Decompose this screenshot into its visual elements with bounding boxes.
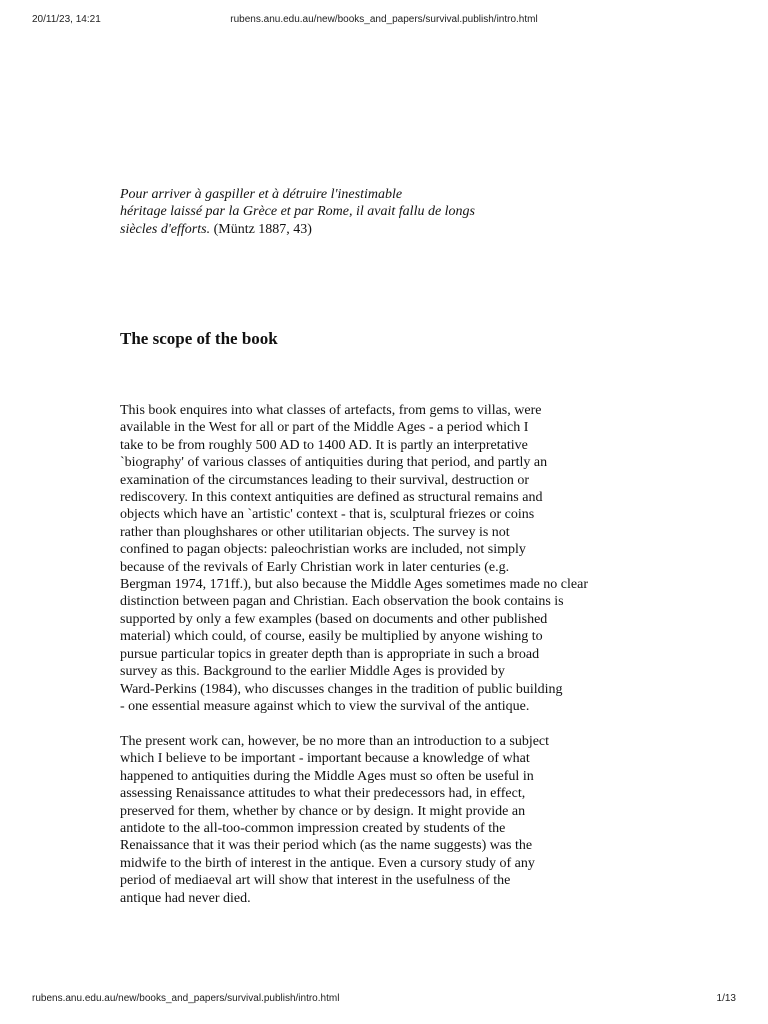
paragraph-line: period of mediaeval art will show that interest in the usefulness of the bbox=[120, 873, 511, 889]
paragraph-line: because of the revivals of Early Christian work in later centuries (e.g. bbox=[120, 559, 510, 575]
epigraph bbox=[120, 186, 620, 238]
paragraph-line: antique had never died. bbox=[120, 890, 251, 906]
print-header-url: rubens.anu.edu.au/new/books_and_papers/survival.publish/intro.html bbox=[230, 14, 538, 25]
paragraph-line: `biography' of various classes of antiquities during that period, and partly an bbox=[120, 455, 548, 471]
paragraph-line: which I believe to be important - important because a knowledge of what bbox=[120, 751, 530, 767]
paragraph-line: available in the West for all or part of the Middle Ages - a period which I bbox=[120, 420, 529, 436]
paragraph-line: This book enquires into what classes of artefacts, from gems to villas, were bbox=[120, 403, 542, 418]
paragraph-line: pursue particular topics in greater depth than is appropriate in such a broad bbox=[120, 646, 540, 662]
paragraph-line: - one essential measure against which to view the survival of the antique. bbox=[120, 698, 530, 714]
paragraph-line: happened to antiquities during the Middle Ages must so often be useful in bbox=[120, 768, 534, 784]
paragraph-line: rather than ploughshares or other utilitarian objects. The survey is not bbox=[120, 524, 510, 540]
paragraph-line: Ward-Perkins (1984), who discusses changes in the tradition of public building bbox=[120, 681, 563, 697]
paragraph-line: preserved for them, whether by chance or by design. It might provide an bbox=[120, 803, 526, 819]
paragraph-line: rediscovery. In this context antiquities are defined as structural remains and bbox=[120, 490, 543, 506]
epigraph-citation: (Müntz 1887, 43) bbox=[210, 221, 312, 237]
paragraph-line: confined to pagan objects: paleochristian works are included, not simply bbox=[120, 542, 526, 558]
print-datetime: 20/11/23, 14:21 bbox=[32, 14, 101, 25]
section-title: The scope of the book bbox=[120, 329, 278, 348]
paragraph-line: Renaissance that it was their period which (as the name suggests) was the bbox=[120, 838, 533, 854]
paragraph-line: objects which have an `artistic' context - that is, sculptural friezes or coins bbox=[120, 507, 535, 523]
paragraph-line: midwife to the birth of interest in the antique. Even a cursory study of any bbox=[120, 855, 535, 871]
paragraph-1 bbox=[120, 402, 620, 715]
paragraph-line: survey as this. Background to the earlier Middle Ages is provided by bbox=[120, 664, 505, 680]
paragraph-line: Bergman 1974, 171ff.), but also because the Middle Ages sometimes made no clear bbox=[120, 577, 588, 593]
print-header bbox=[0, 14, 768, 28]
epigraph-line: héritage laissé par la Grèce et par Rome, il avait fallu de longs bbox=[120, 204, 476, 220]
paragraph-line: material) which could, of course, easily be multiplied by anyone wishing to bbox=[120, 629, 543, 645]
epigraph-line: Pour arriver à gaspiller et à détruire l'inestimable bbox=[120, 187, 403, 202]
paragraph-line: distinction between pagan and Christian. Each observation the book contains is bbox=[120, 594, 564, 610]
paragraph-line: The present work can, however, be no more than an introduction to a subject bbox=[120, 734, 550, 749]
paragraph-2 bbox=[120, 733, 620, 907]
paragraph-line: antidote to the all-too-common impression created by students of the bbox=[120, 821, 506, 837]
paragraph-line: assessing Renaissance attitudes to what their predecessors had, in effect, bbox=[120, 786, 526, 802]
page-number: 1/13 bbox=[716, 993, 736, 1004]
paragraph-line: supported by only a few examples (based on documents and other published bbox=[120, 611, 548, 627]
print-footer-url: rubens.anu.edu.au/new/books_and_papers/survival.publish/intro.html bbox=[32, 993, 340, 1004]
epigraph-line: siècles d'efforts. bbox=[120, 221, 211, 237]
print-footer bbox=[0, 993, 768, 1007]
paragraph-line: take to be from roughly 500 AD to 1400 AD. It is partly an interpretative bbox=[120, 437, 528, 453]
paragraph-line: examination of the circumstances leading to their survival, destruction or bbox=[120, 472, 529, 488]
